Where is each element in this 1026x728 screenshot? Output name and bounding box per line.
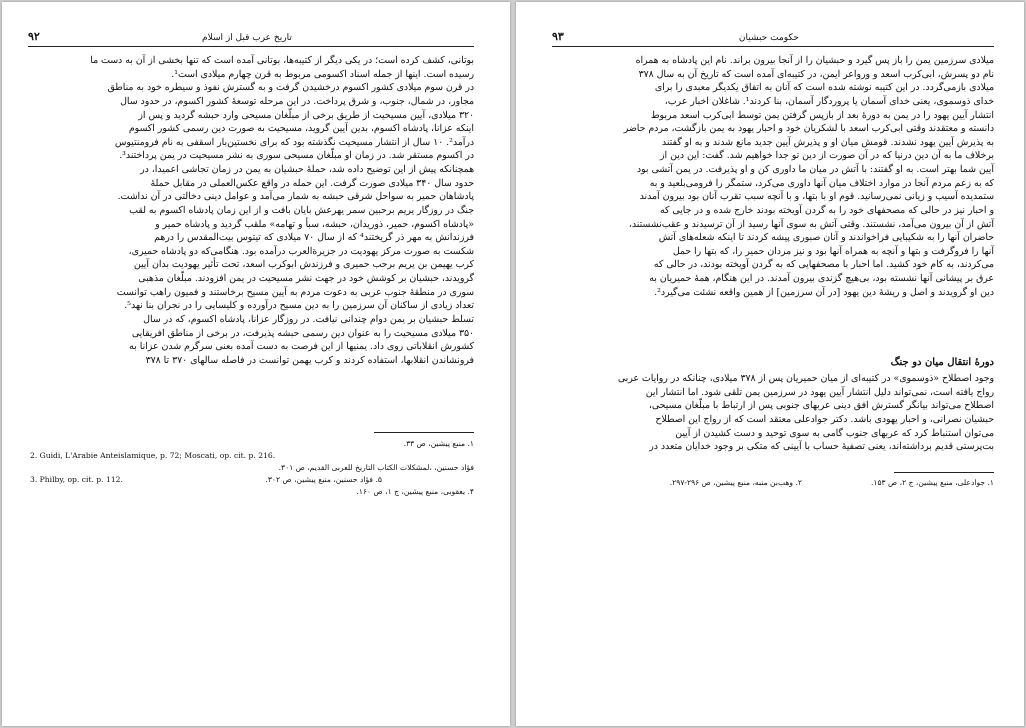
footnote-2: ۲. وهب‌بن منبه، منبع پیشین، ص ۲۹۶-۲۹۷.	[669, 478, 802, 487]
section-heading: دورهٔ انتقال میان دو جنگ	[890, 357, 994, 368]
text-line: می‌توان استنباط کرد که عربهای جنوب گامی به سوی توحید و دست کشیدن از آیین	[675, 427, 994, 439]
text-line: بوتانی، کشف کرده است؛ در یکی دیگر از کتیبه‌ها، بوتانی آمده است که تنها بخشی از آن به دست ما	[90, 55, 474, 66]
text-line: انتشار آیین یهود را در یمن به دورهٔ بعد از بازپس گرفتن یمن توسط ابی‌کرب اسعد مربوط	[650, 109, 994, 121]
text-line: و احبار نیز در حالی که مصحفهای خود را به گردن آویخته بودند خارج شده و در جایی که	[659, 204, 994, 216]
header-rule	[552, 46, 994, 47]
running-title: تاریخ عرب قبل از اسلام	[202, 33, 292, 43]
text-line: در اکسوم مستقر شد. در زمان او مبلّغان مسیحی سوری به نشر مسیحیت در یمن پرداختند³.	[119, 150, 474, 162]
footnote-rule	[894, 472, 994, 473]
text-line: رواج یافته است، نمی‌تواند دلیل انتشار آیین یهود در سرزمین یمن تلقی شود. اما انتشار این	[645, 386, 994, 398]
footnote-2-persian: فؤاد حسنین، ،لمشکلات الکتاب التاریخ للعربی القدیم، ص ۳۰۱.	[278, 463, 474, 472]
running-title: حکومت حبشیان	[738, 33, 799, 43]
text-line: تعداد زیادی از ساکنان آن سرزمین را به دین مسیح درآورده و کلیسایی را در نجران بنا نهد⁵.	[124, 300, 474, 312]
footnote-1: ۱. جوادعلی، منبع پیشین، ج ۲، ص ۱۵۳.	[870, 478, 994, 487]
text-line: مجاور، در شمال، جنوب، و شرق پرداخت. در این مرحله توسعهٔ کشور اکسوم، در حدود سال	[120, 95, 474, 107]
text-line: درآمد². ۱۰ سال از انتشار مسیحیت نگذشته بود که برای نخستین‌بار اسقفی به نام فرومنتیوس	[114, 136, 474, 148]
text-line: می‌کردند، به کام خود کشید. اما احبار با مصحفهایی که به گردن آویخته بودند، در حالی که	[653, 259, 994, 271]
section-body	[552, 372, 994, 454]
text-line: حاضران آنها را به شکیبایی فراخواندند و آنان صبوری پیشه کردند تا اینکه شعله‌های آتش	[658, 232, 994, 244]
text-line: سوری در منطقهٔ جنوب عربی به دعوت مردم به آیین مسیح برخاستند و فمیون راهب توانست	[116, 286, 474, 298]
text-line: خدای ذوسموی، یعنی خدای آسمان یا پروردگار آسمان، بنا کردند¹. شاغلان اخبار عرب،	[664, 95, 994, 107]
right-page	[516, 2, 1024, 726]
text-line: فرونشاندن انقلابها، استفاده کردند و کرب یهمن توانست در فاصله سالهای ۳۷۰ تا ۳۷۸	[145, 354, 474, 366]
text-line: ستمدیده آسیب و زیانی نمی‌رسانید. قوم او با بتها، و با آنچه سبب تقرب آنان بود بیرون آمدند	[639, 191, 994, 203]
text-line: کشورش انقلاباتی روی داد. یمنیها از این فرصت به دست آمده بعنی سرگرم شدن عزانا به	[129, 341, 474, 353]
text-line: رسیده است. اینها از جمله اسناد اکسومی مربوط به قرن چهارم میلادی است¹.	[171, 68, 474, 80]
text-line: میلادی سرزمین یمن را باز پس گیرد و حبشیان را از آنجا بیرون براند. نام این پادشاه به همراه	[635, 55, 994, 66]
text-line: حبشیان نصرانی، و احبار یهودی باشد. دکتر جوادعلی معتقد است که از رواج این اصطلاح	[655, 413, 994, 425]
text-line: نام دو پسرش، ابی‌کرب اسعد و ورواعر ایمن، در کتیبه‌ای آمده است که تاریخ آن به سال ۳۷۸	[638, 68, 994, 80]
text-line: عرق بر پیشانی آنها نشسته بود، بی‌هیچ گزندی بیرون آمدند. در این هنگام، همهٔ حمیریان به	[649, 273, 994, 284]
text-line: بت‌پرستی قدیم برداشته‌اند، یعنی تصفیهٔ حساب با آیینی که متکی بر وجود خدایان متعدد در	[649, 441, 994, 453]
text-line: شکست به صورت مرکز یهودیت در جزیرةالعرب درآمده بود. هنگامی‌که دو پادشاه حمیری،	[128, 245, 474, 257]
right-page-header	[552, 29, 994, 43]
text-line: آیین شما بهتر است. به او گفتند: با آتش در میان ما داوری کن و او پذیرفت. در یمن آتشی بود	[636, 164, 994, 175]
text-line: در قرن سوم میلادی کشور اکسوم درخشیدن گرفت و به گسترش نفوذ و سیطره خود به مناطق	[107, 82, 474, 94]
right-page-body	[552, 54, 994, 299]
text-line: آتش از آن بیرون می‌آمد، نشستند. وقتی آتش به سوی آنها رسید از آن ترسیدند و عقب‌نشستند،	[628, 218, 994, 230]
page-number: ۹۳	[552, 30, 564, 43]
footnote-rule	[374, 432, 474, 433]
text-line: وجود اصطلاح «ذوسموی» در کتیبه‌ای از میان حمیریان پس از ۳۷۸ میلادی، چنانکه در روایات عربی	[617, 373, 994, 384]
text-line: دین او گرویدند و اصل و ریشهٔ دین یهود [در آن سرزمین] از همین واقعه نشئت می‌گیرد².	[654, 286, 994, 298]
footnote-1: ۱. منبع پیشین، ص ۳۳.	[403, 439, 474, 448]
footnote-5: ۵. فؤاد حسنین، منبع پیشین، ص ۳۰۲.	[265, 475, 382, 484]
text-line: به پذیرش آیین یهود نشدند. قومش میان او و پذیرش آیین جدید مانع شدند و به او گفتند	[661, 136, 994, 148]
left-page-body	[28, 54, 474, 367]
text-line: گرویدند، حبشیان بر کوشش خود در جهت نشر مسیحیت در یمن افزودند. مبلّغان مذهبی	[138, 273, 474, 284]
text-line: آنها را فروگرفت و بتها و آنچه به همراه آنها بود و نیز مردان حمیر را، که بتها را حمل	[672, 245, 994, 257]
footnote-3-latin: 3. Philby, op. cit. p. 112.	[30, 475, 123, 484]
text-line: اصطلاح می‌تواند بیانگر گسترش افق دینی عربهای جنوبی پس از ارتباط با مبلّغان مسیحی،	[648, 400, 994, 412]
text-line: برخلاف ما به آن دین درنیا که در آن صورت از دین تو جدا خواهیم شد. گفت: این دین از	[660, 150, 994, 162]
text-line: پادشاهان حمیر به سواحل شرقی حبشه به شمار می‌آمد و عوامل دینی دخالتی در آن نداشت.	[117, 191, 474, 203]
footnote-4: ۴. یعقوبی، منبع پیشین، ج ۱، ص ۱۶۰.	[356, 487, 474, 496]
page-number: ۹۲	[28, 30, 40, 43]
text-line: که به زعم مردم آنجا در موارد اختلاف میان آنها داوری می‌کرد، ستمگر را فرومی‌بلعید و به	[649, 177, 994, 189]
text-line: جنگ در روزگار یریم برحبین سمر یهرعش بایان بافت و از این زمان پادشاه اکسوم به لقب	[129, 204, 474, 216]
left-page-header	[28, 29, 474, 43]
header-rule	[28, 46, 474, 47]
text-line: تسلط حبشیان بر یمن دوام چندانی نیافت. در روزگار عزانا، پادشاه اکسوم، که در سال	[143, 313, 474, 325]
text-line: فرزندانش به مهر ذر گریختند⁴ که از سال ۷۰ میلادی که تیتوس بیت‌المقدس را درهم	[154, 232, 474, 244]
footnote-2-latin: 2. Guidi, L'Arabie Anteislamique, p. 72; Moscati, op. cit. p. 216.	[30, 451, 276, 460]
text-line: دانسته و معتقدند وقتی ابی‌کرب اسعد با لشکریان خود و احبار یهود به یمن بازگشت، مردم حاضر	[623, 123, 994, 135]
text-line: ۳۲۰ میلادی، آیین مسیحیت از طریق برخی از مبلّغان مسیحی وارد حبشه گردید و پس از	[138, 109, 474, 121]
text-line: همچنانکه پیش از این توضیح داده شد، حملهٔ حبشیان به یمن در زمان تجاشی اعمیدا، در	[140, 164, 474, 175]
text-line: اینکه عزانا، پادشاه اکسوم، بدین آیین گروید، مسیحیت به صورت دین رسمی کشور اکسوم	[128, 123, 474, 135]
text-line: «پادشاه اکسوم، حمیر، ذوریدان، حبشه، سبأ و تهامه» ملقب گردید و پادشاه حمیر و	[155, 218, 474, 230]
text-line: حدود سال ۳۴۰ میلادی صورت گرفت. این حمله در واقع عکس‌العملی در مقابل حملهٔ	[150, 177, 474, 189]
left-page	[2, 2, 510, 726]
text-line: کرب یهیمن بن یریم برحب حمیری و فرزندش ابوکرب اسعد، تحت تأثیر یهودیت بدان آیین	[133, 259, 474, 271]
text-line: ۳۵۰ میلادی مسیحیت را به عنوان دین رسمی حبشه پذیرفت، در برخی از مناطق افریقایی	[131, 327, 474, 339]
text-line: میلادی بازمی‌گردد. در این کتیبه نوشته شده است که آنان به اتفاق یکدیگر معبدی را برای	[654, 82, 994, 94]
